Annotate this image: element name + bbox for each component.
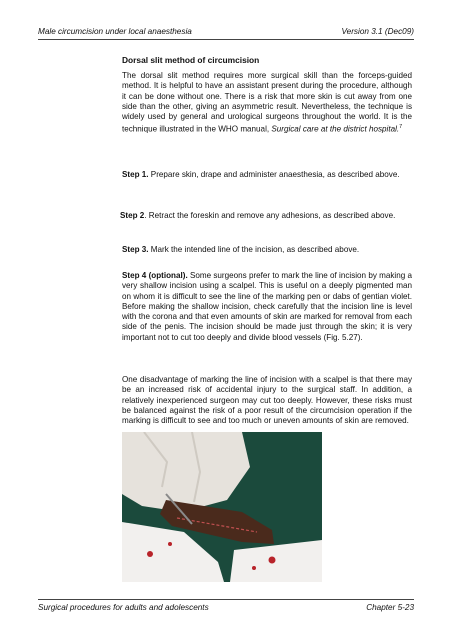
manual-title: Surgical care at the district hospital. bbox=[271, 125, 400, 135]
page-footer bbox=[38, 603, 414, 612]
step-text: Some surgeons prefer to mark the line of incision by making a very shallow incision using a scalpel. This is useful on a deeply pigmented man on whom it is difficult to see the line of the marking pen or dabs of gentian violet. Before making the shallow incision, check carefully that the incision line is level with the corona and that even amounts of skin are marked for removal from each side of the penis. The incision should be made just through the skin; it is very important not to cut too deeply and divide blood vessels (Fig. 5.27). bbox=[122, 271, 412, 342]
footer-book-title: Surgical procedures for adults and adolescents bbox=[38, 603, 209, 612]
step-text: . Retract the foreskin and remove any adhesions, as described above. bbox=[144, 211, 396, 220]
footnote-ref: 7 bbox=[399, 124, 403, 131]
footer-divider bbox=[38, 599, 414, 600]
header-divider bbox=[38, 39, 414, 40]
step-1 bbox=[122, 170, 412, 180]
step-label: Step 2 bbox=[120, 211, 145, 220]
step-label: Step 1. bbox=[122, 170, 149, 179]
blood-spot bbox=[269, 557, 276, 564]
step-4 bbox=[122, 271, 412, 343]
header-version: Version 3.1 (Dec09) bbox=[341, 27, 414, 36]
step-label: Step 3. bbox=[122, 245, 149, 254]
step-label: Step 4 (optional). bbox=[122, 271, 188, 280]
step-3 bbox=[122, 245, 412, 255]
surgical-photo bbox=[122, 432, 322, 582]
intro-paragraph bbox=[122, 71, 412, 135]
section-title: Dorsal slit method of circumcision bbox=[122, 55, 260, 65]
blood-spot bbox=[147, 551, 153, 557]
step-2 bbox=[120, 211, 410, 221]
intro-text: The dorsal slit method requires more surgical skill than the forceps-guided method. It is helpful to have an assistant present during the procedure, although it can be done without one. There is a risk that more skin is cut away from one side than the other, giving an asymmetric result. Nevertheless, the technique is widely used by general and urological surgeons throughout the world. It is the technique illustrated in the WHO manual, bbox=[122, 71, 412, 135]
footer-page-number: Chapter 5-23 bbox=[366, 603, 414, 612]
step-text: Prepare skin, drape and administer anaesthesia, as described above. bbox=[148, 170, 400, 179]
blood-spot bbox=[252, 566, 256, 570]
step-text: Mark the intended line of the incision, as described above. bbox=[148, 245, 360, 254]
disadvantage-paragraph: One disadvantage of marking the line of incision with a scalpel is that there may be an increased risk of accidental injury to the surgical staff. In addition, a relatively inexperienced surgeon may cut too deeply. However, these risks must be balanced against the risk of a poor result of the circumcision operation if the marking is difficult to see and too much or uneven amounts of skin are removed. bbox=[122, 375, 412, 426]
header-title: Male circumcision under local anaesthesia bbox=[38, 27, 192, 36]
blood-spot bbox=[168, 542, 172, 546]
surgical-photo-illustration bbox=[122, 432, 322, 582]
page-header bbox=[38, 27, 414, 36]
